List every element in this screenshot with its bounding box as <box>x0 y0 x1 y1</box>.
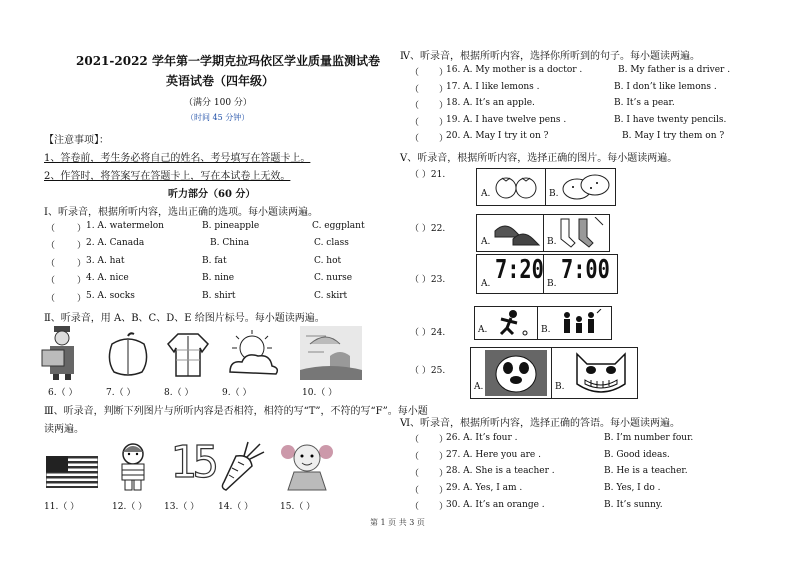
q18-option-b: B. It’s a pear. <box>614 98 675 108</box>
q29-option-a: 29. A. Yes, I am . <box>446 483 523 493</box>
option-a-label: A. <box>481 237 491 247</box>
q22-options-box <box>476 214 610 252</box>
q22-label: （ ）22. <box>410 224 446 234</box>
list-item: （ ） <box>410 435 449 445</box>
q1-option-c: C. eggplant <box>312 221 365 231</box>
carrot-picture <box>218 440 268 492</box>
list-item: （ ） <box>410 134 449 144</box>
q14-label: 14.（ ） <box>218 502 254 512</box>
part2-instruction: Ⅱ、听录音，用 A、B、C、D、E 给图片标号。每小题读两遍。 <box>44 313 325 324</box>
paper-title: 2021-2022 学年第一学期克拉玛依区学业质量监测试卷 <box>76 54 380 68</box>
q21-options-box <box>476 168 616 206</box>
q9-label: 9.（ ） <box>222 388 252 398</box>
q6-label: 6.（ ） <box>48 388 78 398</box>
q12-label: 12.（ ） <box>112 502 148 512</box>
list-item: （ ） <box>46 259 87 269</box>
girl-picture <box>280 440 334 492</box>
option-b-label: B. <box>547 237 557 247</box>
clock-720-picture: 7:20 <box>495 255 544 285</box>
q18-option-a: 18. A. It’s an apple. <box>446 98 535 108</box>
q23-label: （ ）23. <box>410 275 446 285</box>
q17-option-a: 17. A. I like lemons . <box>446 82 540 92</box>
list-item: （ ） <box>410 486 449 496</box>
list-item: （ ） <box>46 224 87 234</box>
q4-option-c: C. nurse <box>314 273 353 283</box>
q13-label: 13.（ ） <box>164 502 200 512</box>
q21-label: （ ）21. <box>410 170 446 180</box>
list-item: （ ） <box>46 294 87 304</box>
list-item: （ ） <box>410 452 449 462</box>
part3-instruction-line1: Ⅲ、听录音，判断下列图片与所听内容是否相符，相符的写“T”，不符的写“F”。每小题 <box>44 406 428 417</box>
q16-option-a: 16. A. My mother is a doctor . <box>446 65 583 75</box>
q2-option-b: B. China <box>210 238 250 248</box>
list-item: （ ） <box>46 241 87 251</box>
option-a-label: A. <box>478 325 488 335</box>
list-item: （ ） <box>410 85 449 95</box>
q20-option-b: B. May I try them on ? <box>622 131 725 141</box>
q5-option-a: 5. A. socks <box>86 291 135 301</box>
q5-option-c: C. skirt <box>314 291 348 301</box>
q27-option-a: 27. A. Here you are . <box>446 450 541 460</box>
policeman-picture <box>40 322 88 380</box>
q8-label: 8.（ ） <box>164 388 194 398</box>
q24-label: （ ）24. <box>410 328 446 338</box>
q26-option-a: 26. A. It’s four . <box>446 433 518 443</box>
q2-option-a: 2. A. Canada <box>86 238 145 248</box>
q15-label: 15.（ ） <box>280 502 316 512</box>
part6-instruction: Ⅵ、听录音，根据所听内容，选择正确的答语。每小题读两遍。 <box>400 418 681 429</box>
part1-instruction: Ⅰ、听录音，根据所听内容，选出正确的选项。每小题读两遍。 <box>44 207 318 218</box>
notes-heading: 【注意事项】： <box>44 135 109 146</box>
option-a-label: A. <box>481 279 491 289</box>
running-picture <box>491 309 531 337</box>
cat-face-picture <box>569 350 633 396</box>
list-item: （ ） <box>410 68 449 78</box>
q25-label: （ ）25. <box>410 366 446 376</box>
shoes-picture <box>491 217 541 249</box>
option-b-label: B. <box>555 382 565 392</box>
q29-option-b: B. Yes, I do . <box>604 483 661 493</box>
boy-picture <box>112 442 154 492</box>
tomatoes-picture <box>493 171 539 203</box>
option-b-label: B. <box>541 325 551 335</box>
part4-instruction: Ⅳ、听录音，根据所听内容，选择你所听到的句子。每小题读两遍。 <box>400 51 700 62</box>
q26-option-b: B. I’m number four. <box>604 433 694 443</box>
list-item: （ ） <box>410 118 449 128</box>
q30-option-b: B. It’s sunny. <box>604 500 663 510</box>
q28-option-b: B. He is a teacher. <box>604 466 688 476</box>
q1-option-a: 1. A. watermelon <box>86 221 164 231</box>
q19-option-a: 19. A. I have twelve pens . <box>446 115 567 125</box>
option-b-label: B. <box>549 189 559 199</box>
q10-label: 10.（ ） <box>302 388 338 398</box>
option-a-label: A. <box>474 382 484 392</box>
part3-instruction-line2: 读两遍。 <box>44 424 84 435</box>
q3-option-b: B. fat <box>202 256 227 266</box>
q19-option-b: B. I have twenty pencils. <box>614 115 727 125</box>
q28-option-a: 28. A. She is a teacher . <box>446 466 555 476</box>
q7-label: 7.（ ） <box>106 388 136 398</box>
q2-option-c: C. class <box>314 238 349 248</box>
us-flag-picture <box>46 456 98 488</box>
q25-options-box <box>470 347 638 399</box>
q17-option-b: B. I don’t like lemons . <box>614 82 717 92</box>
q3-option-a: 3. A. hat <box>86 256 125 266</box>
q3-option-c: C. hot <box>314 256 342 266</box>
sun-cloud-picture <box>222 330 284 380</box>
exam-time: （时间 45 分钟） <box>186 113 250 122</box>
paper-subtitle: 英语试卷（四年级） <box>166 74 275 88</box>
full-score: （满分 100 分） <box>184 98 252 108</box>
option-a-label: A. <box>481 189 491 199</box>
q5-option-b: B. shirt <box>202 291 236 301</box>
q11-label: 11.（ ） <box>44 502 80 512</box>
socks-picture <box>557 217 607 249</box>
notes-item-1: 1、答卷前，考生务必将自己的姓名、考号填写在答题卡上。 <box>44 153 311 164</box>
q24-options-box <box>474 306 612 340</box>
dog-face-picture <box>485 350 547 396</box>
coat-picture <box>164 330 212 378</box>
q16-option-b: B. My father is a driver . <box>618 65 731 75</box>
clock-700-picture: 7:00 <box>561 255 610 285</box>
q23-options-box <box>476 254 618 294</box>
q27-option-b: B. Good ideas. <box>604 450 670 460</box>
page-number: 第 1 页 共 3 页 <box>370 518 425 527</box>
notes-item-2: 2、作答时，将答案写在答题卡上，写在本试卷上无效。 <box>44 171 291 182</box>
q1-option-b: B. pineapple <box>202 221 260 231</box>
part5-instruction: Ⅴ、听录音，根据所听内容，选择正确的图片。每小题读两遍。 <box>400 153 678 164</box>
listening-section-title: 听力部分（60 分） <box>168 189 256 200</box>
q30-option-a: 30. A. It’s an orange . <box>446 500 545 510</box>
list-item: （ ） <box>410 469 449 479</box>
potatoes-picture <box>561 171 611 203</box>
list-item: （ ） <box>46 276 87 286</box>
windy-scene-picture <box>300 326 362 380</box>
pepper-picture <box>104 332 152 376</box>
q4-option-b: B. nine <box>202 273 235 283</box>
q20-option-a: 20. A. May I try it on ? <box>446 131 549 141</box>
number-fifteen-picture: 15 <box>170 437 215 488</box>
option-b-label: B. <box>547 279 557 289</box>
list-item: （ ） <box>410 101 449 111</box>
q4-option-a: 4. A. nice <box>86 273 129 283</box>
family-picture <box>559 309 605 337</box>
list-item: （ ） <box>410 502 449 512</box>
